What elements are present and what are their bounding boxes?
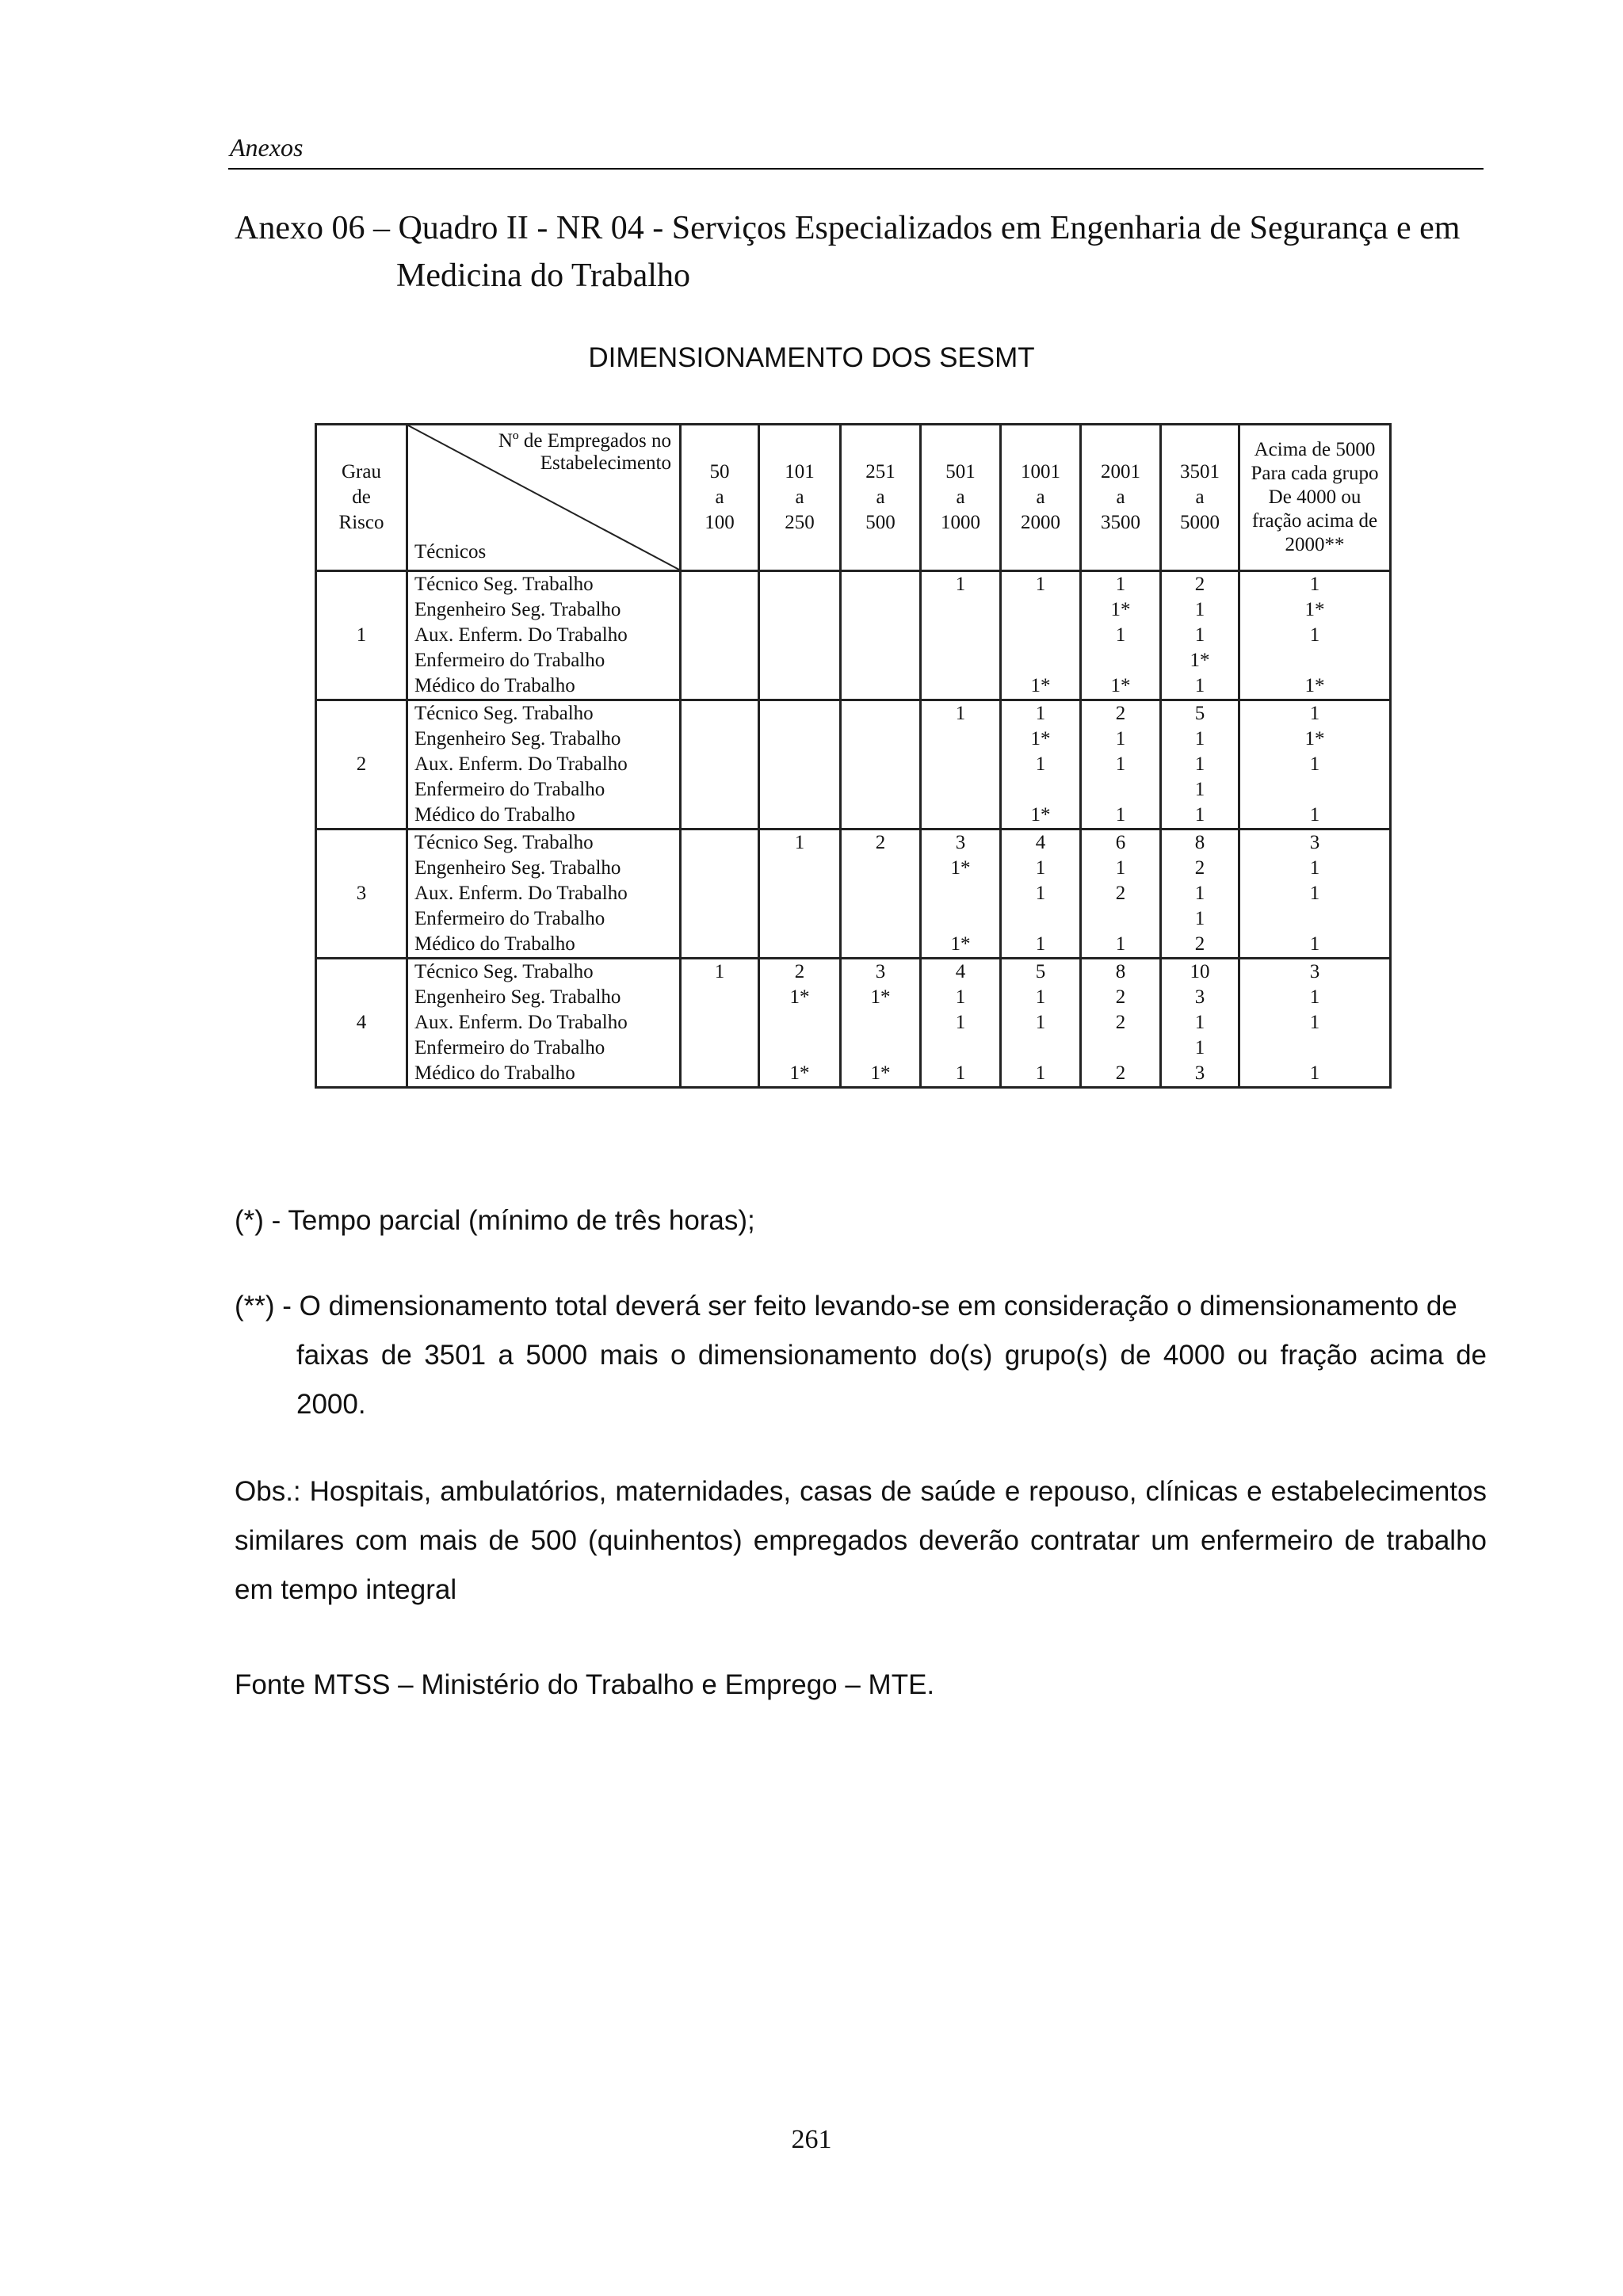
staff-count [922, 777, 999, 803]
staff-count: 1* [789, 986, 810, 1008]
staff-count [922, 597, 999, 623]
tecnicos-cell [407, 700, 681, 830]
staff-count: 1 [955, 986, 966, 1008]
staff-count: 4 [955, 961, 966, 982]
staff-count: 1 [955, 703, 966, 724]
tecnico-label: Enfermeiro do Trabalho [414, 779, 605, 800]
tecnicos-cell [407, 571, 681, 700]
staff-count: 1 [1194, 779, 1205, 800]
staff-count [682, 777, 758, 803]
header-col-line: a [1036, 486, 1045, 508]
staff-count [682, 701, 758, 727]
observation: Obs.: Hospitais, ambulatórios, maternidades, casas de saúde e repouso, clínicas e estabelecimentos similares com mais de 500 (quinhentos) empregados deverão contratar um enfermeiro de trabalho em tempo integral [235, 1476, 1487, 1605]
staff-count: 1 [714, 961, 725, 982]
staff-count: 1* [1110, 675, 1131, 696]
staff-count [1002, 648, 1079, 673]
header-grau-line: Risco [338, 512, 384, 533]
staff-count-cell [1239, 571, 1391, 700]
tecnico-label: Engenheiro Seg. Trabalho [414, 986, 621, 1008]
header-col-line: De 4000 ou [1268, 486, 1361, 508]
staff-count-cell [1239, 830, 1391, 959]
header-col-line: 3501 [1180, 461, 1220, 482]
staff-count [1002, 597, 1079, 623]
staff-count: 1 [1309, 703, 1320, 724]
header-diagonal-cell [407, 425, 681, 571]
staff-count: 1 [1035, 753, 1046, 775]
staff-count: 2 [875, 832, 886, 853]
staff-count-cell [759, 830, 841, 959]
staff-count [922, 1035, 999, 1061]
staff-count [922, 623, 999, 648]
staff-count-cell [1239, 959, 1391, 1088]
staff-count [842, 752, 919, 777]
staff-count: 3 [1309, 961, 1320, 982]
staff-count-cell [1161, 700, 1239, 830]
staff-count: 1* [870, 986, 891, 1008]
staff-count: 1 [1309, 857, 1320, 879]
risk-group-row [316, 830, 1391, 959]
staff-count: 3 [1194, 1062, 1205, 1084]
staff-count [682, 572, 758, 597]
header-col-501-1000 [921, 425, 1001, 571]
staff-count [842, 597, 919, 623]
staff-count [682, 803, 758, 828]
staff-count [1082, 648, 1159, 673]
staff-count: 2 [1115, 1062, 1126, 1084]
staff-count [842, 932, 919, 957]
header-col-1001-2000 [1001, 425, 1081, 571]
tecnico-label: Aux. Enferm. Do Trabalho [414, 753, 628, 775]
staff-count [922, 803, 999, 828]
staff-count [682, 906, 758, 932]
staff-count-cell [1081, 700, 1161, 830]
staff-count [760, 906, 839, 932]
header-col-line: 100 [705, 512, 735, 533]
staff-count: 1 [1309, 624, 1320, 646]
table-header-row [316, 425, 1391, 571]
grau-de-risco-cell: 4 [316, 959, 407, 1088]
header-col-line: 2000 [1021, 512, 1060, 533]
header-col-251-500 [841, 425, 921, 571]
staff-count-cell [1001, 830, 1081, 959]
staff-count-cell [681, 571, 759, 700]
staff-count: 1 [955, 574, 966, 595]
sesmt-table [315, 423, 1392, 1089]
staff-count: 1 [1194, 1037, 1205, 1058]
tecnico-label: Engenheiro Seg. Trabalho [414, 728, 621, 749]
staff-count-cell [921, 830, 1001, 959]
staff-count: 1 [1309, 1062, 1320, 1084]
staff-count-cell [681, 700, 759, 830]
annex-title-line-1: Anexo 06 – Quadro II - NR 04 - Serviços Especializados em Engenharia de Segurança e em [235, 210, 1461, 246]
staff-count: 8 [1115, 961, 1126, 982]
staff-count: 1 [1194, 1012, 1205, 1033]
staff-count [682, 830, 758, 856]
table-heading: DIMENSIONAMENTO DOS SESMT [588, 342, 1035, 373]
tecnico-label: Médico do Trabalho [414, 1062, 575, 1084]
staff-count: 5 [1194, 703, 1205, 724]
staff-count: 1* [1030, 675, 1051, 696]
header-grau-line: de [352, 486, 371, 508]
grau-de-risco-cell: 3 [316, 830, 407, 959]
staff-count [842, 856, 919, 881]
staff-count: 1* [1030, 728, 1051, 749]
staff-count [1002, 777, 1079, 803]
header-col-line: a [1195, 486, 1205, 508]
staff-count [682, 985, 758, 1010]
staff-count-cell [1081, 830, 1161, 959]
staff-count [1240, 906, 1389, 932]
header-col-line: 501 [945, 461, 976, 482]
staff-count: 1 [1035, 857, 1046, 879]
staff-count: 1* [1110, 599, 1131, 620]
staff-count [682, 727, 758, 752]
staff-count: 3 [1194, 986, 1205, 1008]
header-col-line: Para cada grupo [1251, 463, 1379, 484]
staff-count: 5 [1035, 961, 1046, 982]
staff-count-cell [759, 700, 841, 830]
source-note: Fonte MTSS – Ministério do Trabalho e Emprego – MTE. [235, 1669, 935, 1700]
staff-count: 1 [955, 1012, 966, 1033]
staff-count: 3 [1309, 832, 1320, 853]
staff-count [760, 932, 839, 957]
annex-title-line-2: Medicina do Trabalho [396, 257, 690, 294]
staff-count: 2 [1115, 986, 1126, 1008]
staff-count [760, 1010, 839, 1035]
staff-count-cell [681, 830, 759, 959]
staff-count: 6 [1115, 832, 1126, 853]
header-col-line: 2000** [1285, 534, 1345, 555]
header-col-101-250 [759, 425, 841, 571]
header-col-line: 50 [709, 461, 730, 482]
staff-count-cell [759, 959, 841, 1088]
tecnico-label: Engenheiro Seg. Trabalho [414, 599, 621, 620]
staff-count [1002, 906, 1079, 932]
tecnico-label: Médico do Trabalho [414, 804, 575, 826]
header-empregados-line: Estabelecimento [540, 452, 671, 474]
staff-count: 4 [1035, 832, 1046, 853]
staff-count: 1* [1304, 728, 1325, 749]
staff-count-cell [1001, 700, 1081, 830]
staff-count-cell [1001, 959, 1081, 1088]
staff-count: 1 [955, 1062, 966, 1084]
staff-count: 8 [1194, 832, 1205, 853]
header-tecnicos: Técnicos [414, 541, 487, 563]
tecnico-label: Enfermeiro do Trabalho [414, 650, 605, 671]
staff-count [682, 673, 758, 699]
staff-count: 1* [1304, 599, 1325, 620]
header-col-line: 2001 [1101, 461, 1140, 482]
header-col-50-100 [681, 425, 759, 571]
staff-count-cell [1001, 571, 1081, 700]
tecnico-label: Técnico Seg. Trabalho [414, 961, 594, 982]
staff-count [842, 1035, 919, 1061]
staff-count [760, 881, 839, 906]
staff-count [682, 881, 758, 906]
staff-count [922, 906, 999, 932]
staff-count: 1 [1194, 883, 1205, 904]
staff-count: 1 [1115, 728, 1126, 749]
header-rule [228, 168, 1484, 170]
staff-count [1002, 623, 1079, 648]
staff-count: 1 [1194, 624, 1205, 646]
staff-count: 1 [1035, 883, 1046, 904]
page-number: 261 [791, 2125, 832, 2154]
staff-count: 3 [875, 961, 886, 982]
staff-count [922, 648, 999, 673]
staff-count: 1 [1035, 986, 1046, 1008]
header-col-2001-3500 [1081, 425, 1161, 571]
staff-count: 1 [794, 832, 805, 853]
staff-count: 1 [1194, 804, 1205, 826]
staff-count-cell [841, 959, 921, 1088]
staff-count: 1 [1194, 753, 1205, 775]
staff-count: 1* [950, 857, 971, 879]
staff-count [760, 572, 839, 597]
staff-count: 1* [1190, 650, 1210, 671]
staff-count [682, 1061, 758, 1086]
staff-count [760, 856, 839, 881]
staff-count-cell [841, 571, 921, 700]
staff-count: 2 [1115, 703, 1126, 724]
header-col-line: a [956, 486, 965, 508]
header-col-line: fração acima de [1251, 510, 1378, 532]
staff-count-cell [681, 959, 759, 1088]
staff-count [842, 673, 919, 699]
staff-count-cell [1239, 700, 1391, 830]
header-grau-line: Grau [342, 461, 381, 482]
tecnico-label: Técnico Seg. Trabalho [414, 832, 594, 853]
staff-count [922, 673, 999, 699]
staff-count [842, 803, 919, 828]
staff-count: 1 [1309, 883, 1320, 904]
staff-count-cell [921, 959, 1001, 1088]
staff-count [1082, 906, 1159, 932]
staff-count: 2 [1194, 857, 1205, 879]
staff-count [682, 1035, 758, 1061]
staff-count: 1 [1115, 933, 1126, 955]
staff-count: 1 [1115, 857, 1126, 879]
staff-count [842, 881, 919, 906]
header-col-line: a [1116, 486, 1125, 508]
staff-count: 1 [1115, 804, 1126, 826]
staff-count [842, 701, 919, 727]
staff-count [682, 597, 758, 623]
staff-count [1240, 648, 1389, 673]
staff-count: 1* [789, 1062, 810, 1084]
staff-count [760, 752, 839, 777]
staff-count [682, 932, 758, 957]
tecnico-label: Técnico Seg. Trabalho [414, 703, 594, 724]
note-dimensionamento-continuation: faixas de 3501 a 5000 mais o dimensionamento do(s) grupo(s) de 4000 ou fração acima de 2000. [296, 1340, 1487, 1420]
note-tempo-parcial: (*) - Tempo parcial (mínimo de três horas); [235, 1205, 755, 1236]
staff-count [842, 648, 919, 673]
staff-count [842, 572, 919, 597]
staff-count-cell [1161, 571, 1239, 700]
header-grau-de-risco [316, 425, 407, 571]
header-empregados-line: Nº de Empregados no [498, 430, 671, 452]
grau-de-risco-cell: 1 [316, 571, 407, 700]
staff-count [760, 803, 839, 828]
staff-count: 1 [1194, 675, 1205, 696]
tecnicos-cell [407, 830, 681, 959]
staff-count: 1 [1115, 624, 1126, 646]
staff-count: 1 [1309, 753, 1320, 775]
header-col-line: 250 [785, 512, 815, 533]
grau-de-risco-cell: 2 [316, 700, 407, 830]
header-col-line: 5000 [1180, 512, 1220, 533]
staff-count: 1* [1030, 804, 1051, 826]
staff-count [922, 752, 999, 777]
tecnico-label: Enfermeiro do Trabalho [414, 908, 605, 929]
staff-count: 2 [1194, 574, 1205, 595]
staff-count [842, 1010, 919, 1035]
risk-group-row [316, 959, 1391, 1088]
staff-count [1002, 1035, 1079, 1061]
staff-count: 1 [1035, 1062, 1046, 1084]
staff-count-cell [1081, 959, 1161, 1088]
staff-count [842, 727, 919, 752]
header-col-acima-5000 [1239, 425, 1391, 571]
header-col-line: a [876, 486, 885, 508]
staff-count: 10 [1190, 961, 1210, 982]
staff-count: 2 [1115, 883, 1126, 904]
staff-count: 1 [1309, 1012, 1320, 1033]
header-col-line: 500 [865, 512, 896, 533]
tecnico-label: Engenheiro Seg. Trabalho [414, 857, 621, 879]
staff-count: 1* [870, 1062, 891, 1084]
annex-title [235, 204, 1487, 299]
staff-count: 1 [1309, 574, 1320, 595]
staff-count [682, 856, 758, 881]
staff-count [682, 1010, 758, 1035]
staff-count: 2 [794, 961, 805, 982]
staff-count [760, 673, 839, 699]
staff-count [842, 777, 919, 803]
staff-count [760, 648, 839, 673]
tecnico-label: Médico do Trabalho [414, 675, 575, 696]
staff-count: 1 [1309, 933, 1320, 955]
staff-count: 3 [955, 832, 966, 853]
header-col-line: 1001 [1021, 461, 1060, 482]
header-col-line: a [715, 486, 724, 508]
staff-count: 1 [1194, 728, 1205, 749]
staff-count [842, 906, 919, 932]
staff-count-cell [1161, 959, 1239, 1088]
header-col-line: Acima de 5000 [1254, 439, 1376, 460]
staff-count-cell [841, 700, 921, 830]
tecnico-label: Aux. Enferm. Do Trabalho [414, 624, 628, 646]
note-dimensionamento-total [235, 1282, 1487, 1429]
staff-count [1240, 1035, 1389, 1061]
tecnico-label: Médico do Trabalho [414, 933, 575, 955]
staff-count-cell [921, 571, 1001, 700]
header-col-line: a [795, 486, 804, 508]
staff-count-cell [1081, 571, 1161, 700]
staff-count: 1 [1035, 1012, 1046, 1033]
note-dimensionamento-line-1: (**) - O dimensionamento total deverá ser feito levando-se em consideração o dimensionamento de [235, 1291, 1457, 1322]
staff-count: 1 [1115, 753, 1126, 775]
header-col-3501-5000 [1161, 425, 1239, 571]
staff-count: 1 [1194, 908, 1205, 929]
staff-count: 1 [1309, 986, 1320, 1008]
staff-count [682, 648, 758, 673]
staff-count-cell [841, 830, 921, 959]
staff-count [760, 727, 839, 752]
tecnico-label: Técnico Seg. Trabalho [414, 574, 594, 595]
staff-count-cell [759, 571, 841, 700]
staff-count [760, 1035, 839, 1061]
staff-count: 1 [1309, 804, 1320, 826]
staff-count [682, 752, 758, 777]
staff-count: 2 [1194, 933, 1205, 955]
staff-count [1240, 777, 1389, 803]
staff-count [1082, 1035, 1159, 1061]
staff-count [1082, 777, 1159, 803]
risk-group-row [316, 700, 1391, 830]
staff-count: 1* [1304, 675, 1325, 696]
staff-count: 1* [950, 933, 971, 955]
tecnicos-cell [407, 959, 681, 1088]
header-col-line: 3500 [1101, 512, 1140, 533]
staff-count: 1 [1194, 599, 1205, 620]
staff-count [922, 727, 999, 752]
header-col-line: 251 [865, 461, 896, 482]
staff-count: 2 [1115, 1012, 1126, 1033]
staff-count: 1 [1035, 574, 1046, 595]
staff-count-cell [921, 700, 1001, 830]
staff-count [842, 623, 919, 648]
running-header: Anexos [230, 133, 304, 162]
tecnico-label: Aux. Enferm. Do Trabalho [414, 1012, 628, 1033]
tecnico-label: Enfermeiro do Trabalho [414, 1037, 605, 1058]
staff-count [760, 623, 839, 648]
staff-count: 1 [1035, 703, 1046, 724]
staff-count: 1 [1035, 933, 1046, 955]
staff-count-cell [1161, 830, 1239, 959]
staff-count [682, 623, 758, 648]
header-col-line: 1000 [941, 512, 980, 533]
staff-count [760, 597, 839, 623]
staff-count [760, 777, 839, 803]
risk-group-row [316, 571, 1391, 700]
tecnico-label: Aux. Enferm. Do Trabalho [414, 883, 628, 904]
staff-count: 1 [1115, 574, 1126, 595]
staff-count [922, 881, 999, 906]
staff-count [760, 701, 839, 727]
header-col-line: 101 [785, 461, 815, 482]
